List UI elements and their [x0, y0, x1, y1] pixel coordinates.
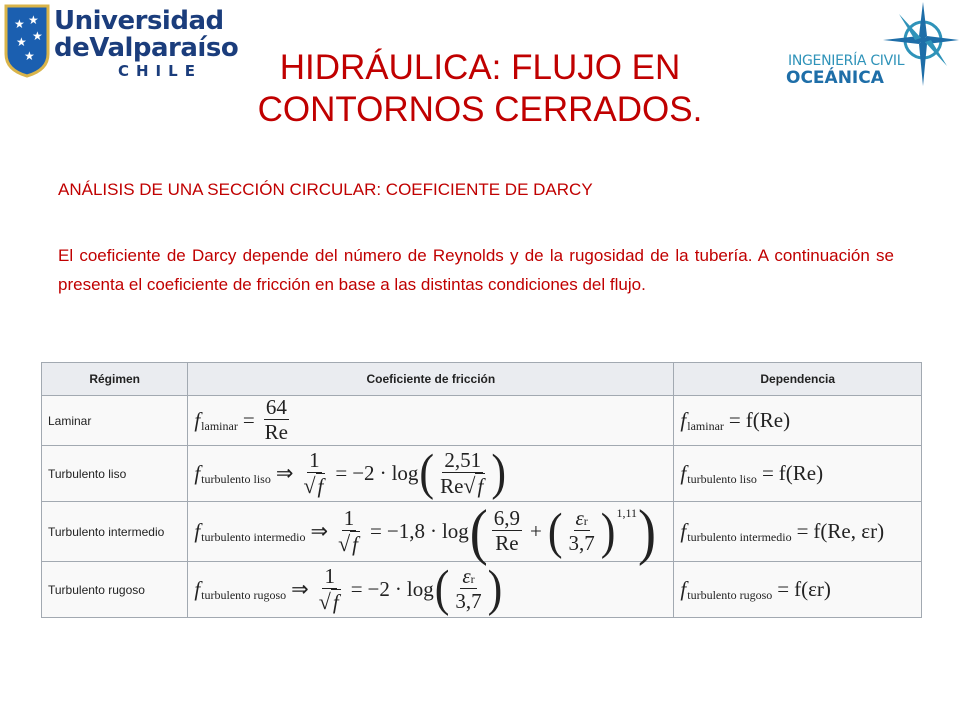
- dependency-cell: f turbulento liso = f( Re ): [674, 446, 922, 502]
- table-header-row: [42, 363, 922, 396]
- regimen-cell: Turbulento rugoso: [42, 562, 188, 618]
- section-subtitle: ANÁLISIS DE UNA SECCIÓN CIRCULAR: COEFICIENTE DE DARCY: [58, 180, 593, 199]
- slide-title: HIDRÁULICA: FLUJO EN CONTORNOS CERRADOS.: [257, 48, 703, 129]
- svg-text:★: ★: [28, 13, 39, 27]
- header-coeficiente: Coeficiente de fricción: [188, 363, 674, 396]
- logo-university-line2: deValparaíso: [54, 33, 239, 63]
- formula-cell: [188, 562, 674, 618]
- regimen-cell: Turbulento intermedio: [42, 502, 188, 562]
- header-dependencia: Dependencia: [674, 363, 922, 396]
- logo-oceanica-line2: OCEÁNICA: [786, 68, 884, 88]
- intro-paragraph: El coeficiente de Darcy depende del número de Reynolds y de la rugosidad de la tubería. A continuación se presenta el coeficiente de fricción en base a las distintas condiciones del flujo.: [58, 246, 894, 294]
- universidad-logo: [0, 0, 239, 82]
- regimen-cell: Turbulento liso: [42, 446, 188, 502]
- formula-cell: [188, 446, 674, 502]
- compass-icon: [877, 0, 960, 88]
- logo-oceanica-line1: INGENIERÍA CIVIL: [788, 53, 905, 69]
- dependency-cell: f turbulento intermedio = f( Re, εr ): [674, 502, 922, 562]
- formula-cell: [188, 497, 674, 566]
- university-shield-icon: [4, 4, 50, 78]
- logo-university-line1: Universidad: [54, 6, 224, 36]
- table-row: [42, 446, 922, 502]
- formula-laminar: f laminar = $\frac{64}{Re}$: [194, 395, 288, 445]
- regimen-cell: Laminar: [42, 396, 188, 446]
- header-regimen: Régimen: [42, 363, 188, 396]
- table-row: [42, 562, 922, 618]
- formula-cell: [188, 396, 674, 446]
- ingenieria-oceanica-logo: [774, 0, 960, 92]
- svg-text:★: ★: [24, 49, 35, 63]
- svg-text:★: ★: [14, 17, 25, 31]
- dependency-cell: f laminar = f( Re ): [674, 396, 922, 446]
- friction-coefficient-table: [41, 362, 922, 618]
- logo-university-line3: CHILE: [118, 62, 202, 80]
- formula-turbulento-rugoso: f turbulento rugoso ⇒ 1 √ f = −2 · log ( $\frac{\varepsilon r}{3,7}$ ): [194, 560, 503, 618]
- dependency-cell: f turbulento rugoso = f( εr ): [674, 562, 922, 618]
- svg-text:★: ★: [32, 29, 43, 43]
- svg-text:★: ★: [16, 35, 27, 49]
- table-row: [42, 502, 922, 562]
- formula-turbulento-intermedio: f turbulento intermedio ⇒ 1 √ f = −1,8 · log ( $\frac{6,9}{Re}$ + ( $\frac{\varepsilon r}{3,7}$ ) 1,11 ): [194, 497, 656, 566]
- formula-turbulento-liso: f turbulento liso ⇒ 1 √ f = −2 · log ( 2,51 Re √ f ): [194, 444, 506, 502]
- table-row: [42, 396, 922, 446]
